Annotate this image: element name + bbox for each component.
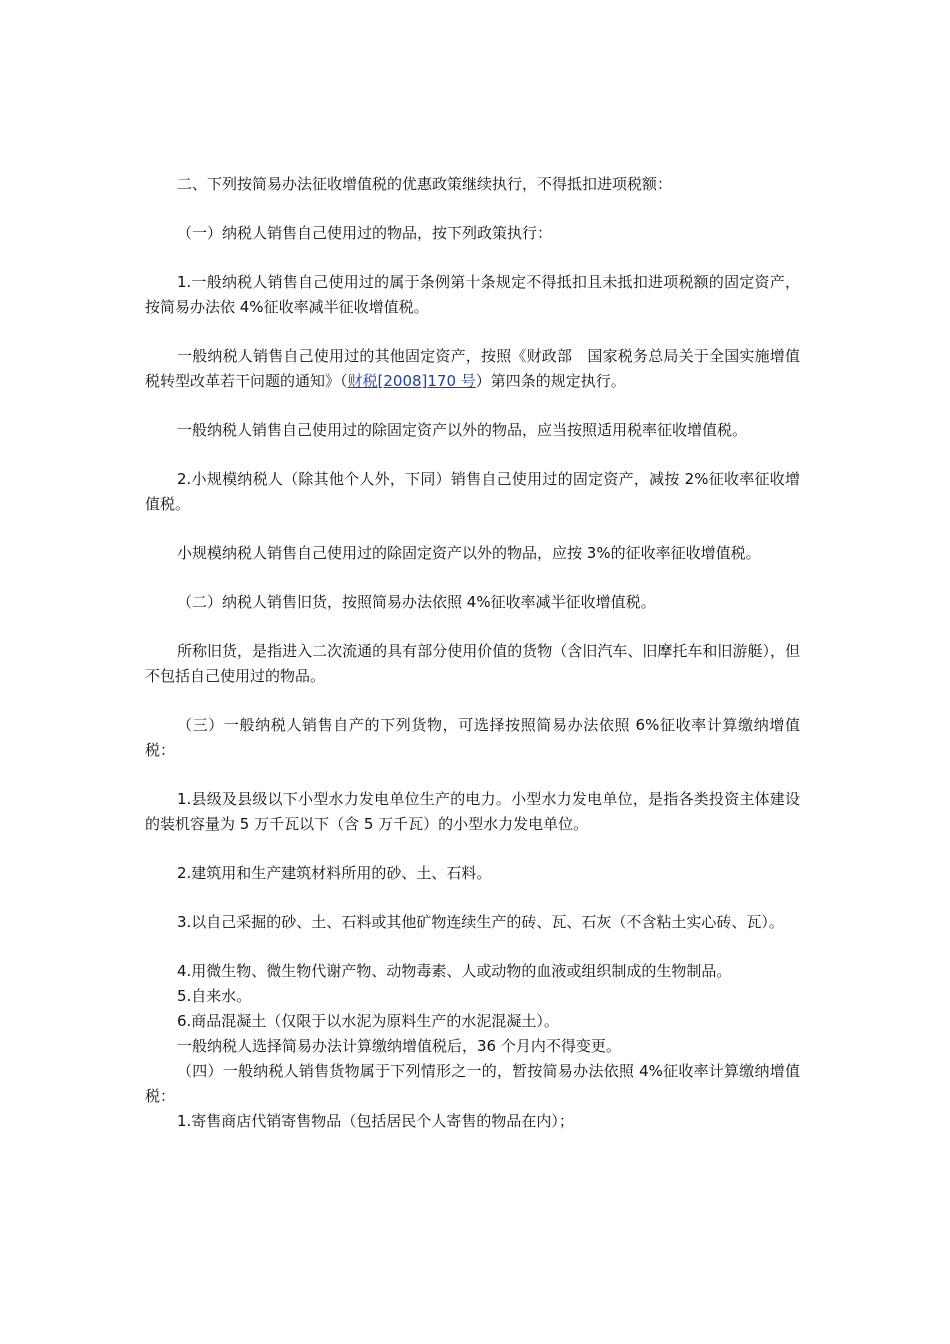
paragraph-item-2-building-materials: 2.建筑用和生产建筑材料所用的砂、土、石料。 <box>177 864 492 882</box>
policy-document-link[interactable]: 财税[2008]170 号 <box>347 372 476 390</box>
paragraph-item-6-concrete: 6.商品混凝土（仅限于以水泥为原料生产的水泥混凝土）。 <box>177 1012 559 1030</box>
paragraph-other-fixed-assets <box>145 344 800 394</box>
paragraph-item-1-fixed-assets: 1.一般纳税人销售自己使用过的属于条例第十条规定不得抵扣且未抵扣进项税额的固定资产，按简易办法依 4%征收率减半征收增值税。 <box>145 273 800 316</box>
paragraph-subsection-one: （一）纳税人销售自己使用过的物品，按下列政策执行： <box>177 224 553 242</box>
paragraph-item-2-small-scale: 2.小规模纳税人（除其他个人外，下同）销售自己使用过的固定资产，减按 2%征收率征收增值税。 <box>145 470 800 513</box>
paragraph-non-fixed-assets: 一般纳税人销售自己使用过的除固定资产以外的物品，应当按照适用税率征收增值税。 <box>177 421 748 439</box>
paragraph-section-two: 二、下列按简易办法征收增值税的优惠政策继续执行，不得抵扣进项税额： <box>177 175 673 193</box>
paragraph-subsection-four: （四）一般纳税人销售货物属于下列情形之一的，暂按简易办法依照 4%征收率计算缴纳增值税： <box>145 1062 800 1105</box>
paragraph-item-3-bricks: 3.以自己采掘的砂、土、石料或其他矿物连续生产的砖、瓦、石灰（不含粘土实心砖、瓦）。 <box>177 913 784 931</box>
paragraph-item-4-biologics: 4.用微生物、微生物代谢产物、动物毒素、人或动物的血液或组织制成的生物制品。 <box>177 962 732 980</box>
paragraph-36-months: 一般纳税人选择简易办法计算缴纳增值税后，36 个月内不得变更。 <box>177 1037 621 1055</box>
paragraph-text-post: ）第四条的规定执行。 <box>475 372 626 390</box>
paragraph-item-1-hydropower: 1.县级及县级以下小型水力发电单位生产的电力。小型水力发电单位，是指各类投资主体建设的装机容量为 5 万千瓦以下（含 5 万千瓦）的小型水力发电单位。 <box>145 790 800 833</box>
paragraph-item-5-tap-water: 5.自来水。 <box>177 987 252 1005</box>
paragraph-used-goods-definition: 所称旧货，是指进入二次流通的具有部分使用价值的货物（含旧汽车、旧摩托车和旧游艇），但不包括自己使用过的物品。 <box>145 642 800 685</box>
paragraph-item-1-consignment: 1.寄售商店代销寄售物品（包括居民个人寄售的物品在内）； <box>177 1112 574 1130</box>
paragraph-subsection-two: （二）纳税人销售旧货，按照简易办法依照 4%征收率减半征收增值税。 <box>177 593 656 611</box>
paragraph-text-pre: 一般纳税人销售自己使用过的其他固定资产，按照《财政部 国家税务总局关于全国实施增值税转型改革若干问题的通知》（ <box>145 347 800 390</box>
paragraph-small-scale-other: 小规模纳税人销售自己使用过的除固定资产以外的物品，应按 3%的征收率征收增值税。 <box>177 544 761 562</box>
paragraph-subsection-three: （三）一般纳税人销售自产的下列货物，可选择按照简易办法依照 6%征收率计算缴纳增值税： <box>145 716 800 759</box>
